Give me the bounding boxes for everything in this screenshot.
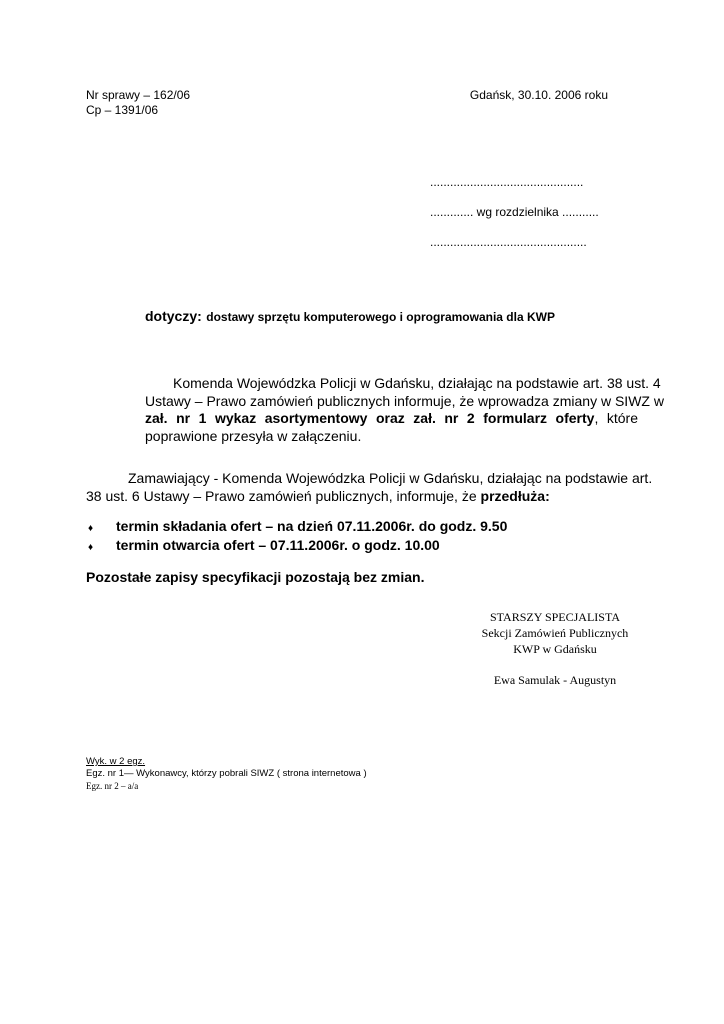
diamond-bullet-icon: ♦: [88, 542, 94, 553]
copy-1: Egz. nr 1— Wykonawcy, którzy pobrali SIWZ ( strona internetowa ): [86, 768, 367, 779]
diamond-bullet-icon: ♦: [88, 523, 94, 534]
paragraph-2-line-2-text: 38 ust. 6 Ustawy – Prawo zamówień publicznych, informuje, że: [86, 487, 481, 504]
paragraph-1-line-1: Komenda Wojewódzka Policji w Gdańsku, działając na podstawie art. 38 ust. 4: [173, 375, 661, 391]
paragraph-1-line-3: [145, 410, 638, 428]
cp-number: Cp – 1391/06: [86, 103, 159, 117]
paragraph-1-line-2: Ustawy – Prawo zamówień publicznych informuje, że wprowadza zmiany w SIWZ w: [145, 392, 664, 409]
signature-department: Sekcji Zamówień Publicznych: [481, 626, 629, 640]
attachments-bold: zał. nr 1 wykaz asortymentowy oraz zał. nr 2 formularz oferty: [145, 410, 595, 426]
attachments-tail: , które: [594, 410, 638, 426]
signature-block: [460, 609, 650, 688]
distribution-footer: [86, 756, 367, 792]
paragraph-1: [145, 375, 664, 445]
case-number: Nr sprawy – 162/06: [86, 88, 191, 102]
copies-count: Wyk. w 2 egz.: [86, 756, 146, 767]
subject-label: dotyczy:: [145, 308, 202, 324]
paragraph-1-line-4: poprawione przesyła w załączeniu.: [145, 427, 362, 444]
signature-unit: KWP w Gdańsku: [513, 642, 597, 656]
recipient-line-2: ............. wg rozdzielnika ...........: [430, 205, 599, 219]
signature-title: STARSZY SPECJALISTA: [490, 610, 620, 624]
list-item: [86, 537, 646, 556]
paragraph-2: [86, 470, 653, 505]
signature-name: Ewa Samulak - Augustyn: [493, 673, 617, 687]
recipient-line-3: ...............................................: [430, 235, 587, 249]
deadline-opening: termin otwarcia ofert – 07.11.2006r. o godz. 10.00: [116, 537, 440, 553]
place-date: Gdańsk, 30.10. 2006 roku: [469, 88, 608, 102]
deadline-list: [86, 518, 646, 556]
subject-text: dostawy sprzętu komputerowego i oprogramowania dla KWP: [206, 310, 555, 324]
paragraph-2-line-1: Zamawiający - Komenda Wojewódzka Policji w Gdańsku, działając na podstawie art.: [128, 470, 653, 486]
closing-statement: Pozostałe zapisy specyfikacji pozostają bez zmian.: [86, 569, 425, 585]
recipient-line-1: ..............................................: [430, 175, 584, 189]
paragraph-2-line-2: [86, 488, 638, 506]
deadline-submission: termin składania ofert – na dzień 07.11.2006r. do godz. 9.50: [116, 518, 508, 534]
extends-bold: przedłuża:: [480, 487, 550, 504]
copy-2: Egz. nr 2 – a/a: [86, 781, 139, 791]
list-item: [86, 518, 646, 537]
subject-line: [145, 308, 555, 326]
